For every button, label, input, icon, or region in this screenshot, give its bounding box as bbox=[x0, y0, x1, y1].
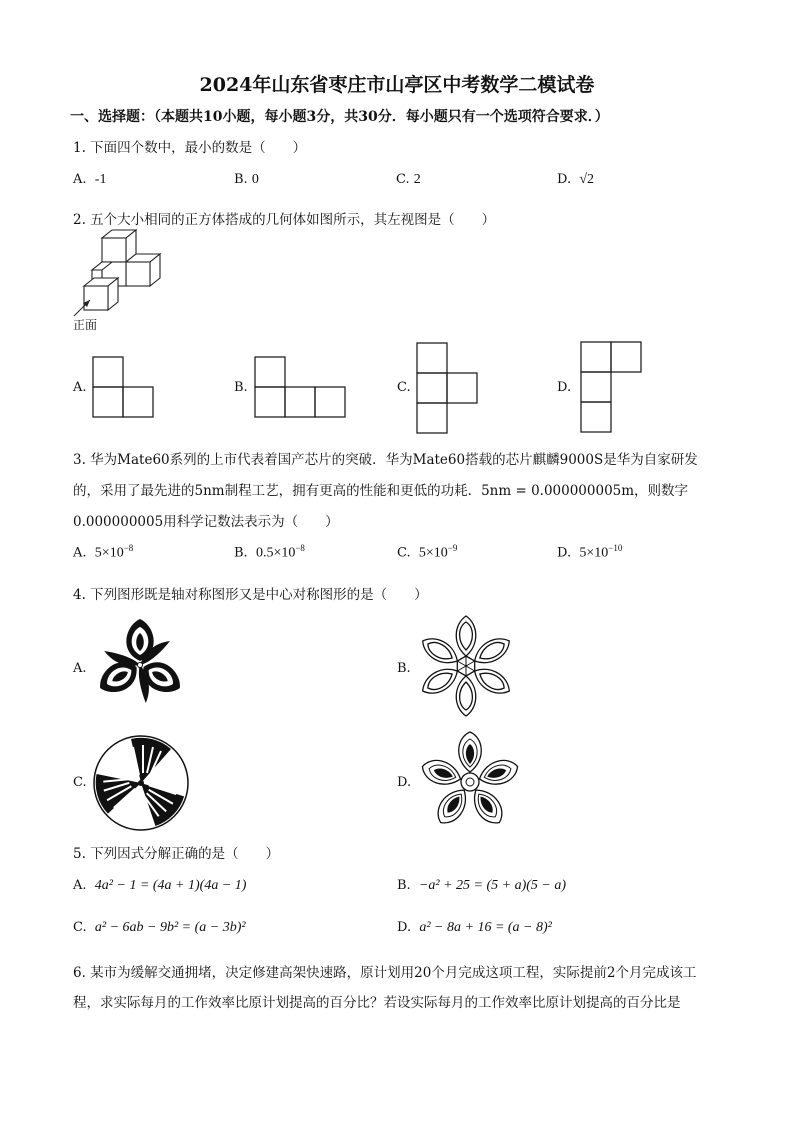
question-4-stem: 4. 下列图形既是轴对称图形又是中心对称图形的是（ ） bbox=[73, 587, 428, 603]
q4-option-d-label: D. bbox=[397, 775, 412, 790]
question-1-stem: 1. 下面四个数中，最小的数是（ ） bbox=[73, 140, 307, 156]
q1-option-a[interactable]: A. -1 bbox=[73, 172, 107, 187]
q2-option-a-figure[interactable] bbox=[92, 356, 156, 418]
question-6-line-1: 6. 某市为缓解交通拥堵，决定修建高架快速路，原计划用20个月完成这项工程，实际提前2个月完成该工 bbox=[73, 965, 697, 981]
sqrt-2: √2 bbox=[579, 172, 595, 187]
page-title: 2024年山东省枣庄市山亭区中考数学二模试卷 bbox=[199, 74, 595, 96]
q2-option-c-figure[interactable] bbox=[416, 342, 480, 434]
q4-option-c-label: C. bbox=[73, 775, 87, 790]
q5-option-c[interactable]: C. a² − 6ab − 9b² = (a − 3b)² bbox=[73, 920, 246, 935]
q3-option-b[interactable]: B. $0.5\times 10^{-8}$ bbox=[234, 543, 305, 561]
q1-option-c[interactable]: C. 2 bbox=[396, 172, 421, 187]
question-2-stem: 2. 五个大小相同的正方体搭成的几何体如图所示，其左视图是（ ） bbox=[73, 212, 496, 228]
question-3-line-2: 的，采用了最先进的5nm制程工艺，拥有更高的性能和更低的功耗．5nm = 0.000000005m，则数字 bbox=[73, 483, 689, 499]
q3-option-a[interactable]: A. $5\times 10^{-8}$ bbox=[73, 543, 134, 561]
q2-option-d-figure[interactable] bbox=[580, 341, 644, 433]
q2-option-b-figure[interactable] bbox=[254, 356, 348, 418]
front-label: 正面 bbox=[73, 318, 98, 332]
q4-option-d-figure[interactable] bbox=[420, 730, 520, 834]
q4-option-c-figure[interactable] bbox=[92, 734, 190, 832]
q5-option-a[interactable]: A. 4a² − 1 = (4a + 1)(4a − 1) bbox=[73, 878, 247, 893]
q4-option-b-figure[interactable] bbox=[416, 614, 516, 718]
question-6-line-2: 程，求实际每月的工作效率比原计划提高的百分比？若设实际每月的工作效率比原计划提高的百分比是 bbox=[73, 995, 681, 1011]
q4-option-b-label: B. bbox=[397, 661, 411, 676]
q2-option-d-label: D. bbox=[557, 380, 572, 395]
question-5-stem: 5. 下列因式分解正确的是（ ） bbox=[73, 846, 280, 862]
q2-option-b-label: B. bbox=[234, 380, 248, 395]
q1-option-d[interactable]: D. √2 bbox=[557, 172, 595, 187]
section-heading: 一、选择题：（本题共10小题，每小题3分，共30分．每小题只有一个选项符合要求．） bbox=[70, 109, 609, 125]
question-3-line-3: 0.000000005用科学记数法表示为（ ） bbox=[73, 514, 339, 530]
q4-option-a-figure[interactable] bbox=[92, 617, 188, 713]
question-3-line-1: 3. 华为Mate60系列的上市代表着国产芯片的突破．华为Mate60搭载的芯片麒麟9000S是华为自家研发 bbox=[73, 452, 698, 468]
q3-option-d[interactable]: D. $5\times 10^{-10}$ bbox=[557, 543, 623, 561]
q1-option-b[interactable]: B. 0 bbox=[234, 172, 259, 187]
q2-option-c-label: C. bbox=[397, 380, 411, 395]
q5-option-b[interactable]: B. −a² + 25 = (5 + a)(5 − a) bbox=[397, 878, 567, 893]
q3-option-c[interactable]: C. $5\times 10^{-9}$ bbox=[397, 543, 458, 561]
q2-option-a-label: A. bbox=[73, 380, 87, 395]
q4-option-a-label: A. bbox=[73, 661, 87, 676]
q5-option-d[interactable]: D. a² − 8a + 16 = (a − 8)² bbox=[397, 920, 552, 935]
